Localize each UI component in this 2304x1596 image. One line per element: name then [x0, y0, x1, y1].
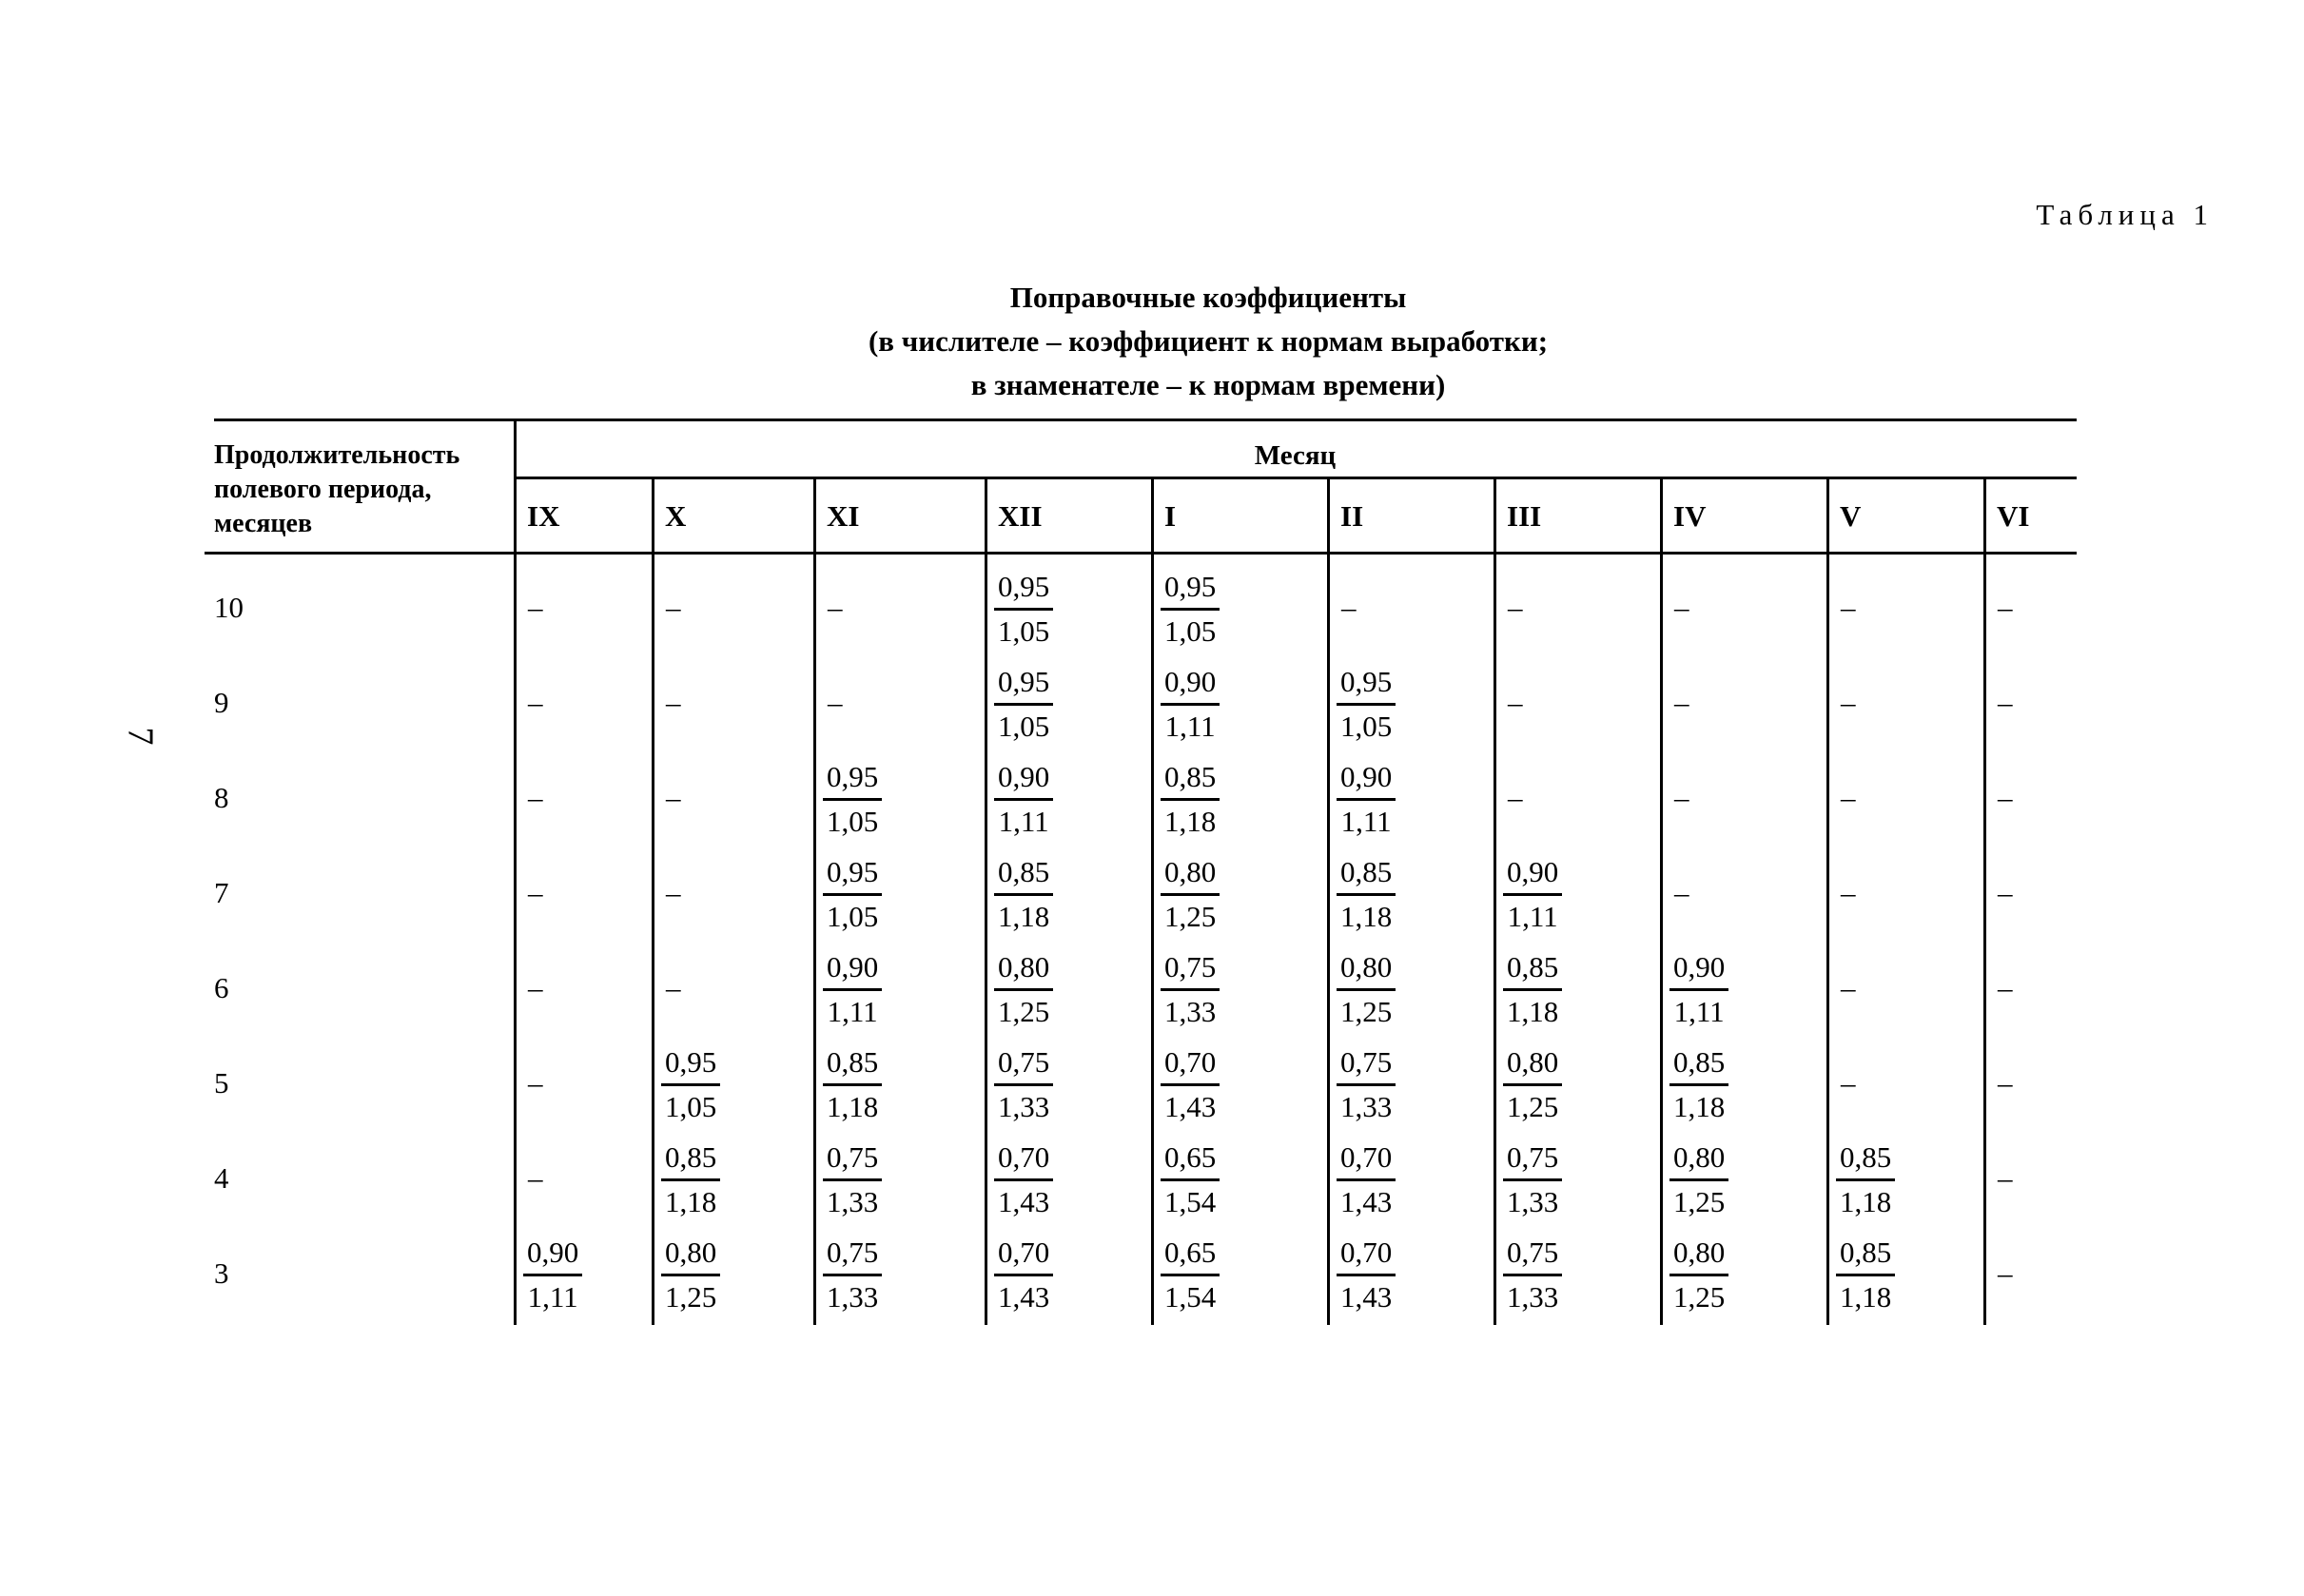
- output-coefficient: 0,85: [1161, 756, 1220, 801]
- month-divider: [985, 477, 987, 1325]
- coefficient-fraction: [1161, 756, 1220, 843]
- empty-dash: –: [666, 876, 681, 909]
- empty-dash: –: [1998, 971, 2013, 1004]
- empty-dash: –: [528, 876, 543, 909]
- output-coefficient: 0,80: [1337, 946, 1396, 991]
- output-coefficient: 0,85: [1503, 946, 1562, 991]
- time-coefficient: 1,11: [527, 1280, 578, 1314]
- empty-dash: –: [528, 781, 543, 814]
- empty-dash: –: [1508, 686, 1523, 719]
- month-divider: [1494, 477, 1496, 1325]
- time-coefficient: 1,05: [1164, 614, 1217, 648]
- time-coefficient: 1,05: [827, 805, 879, 838]
- output-coefficient: 0,75: [823, 1137, 882, 1181]
- empty-dash: –: [528, 1161, 543, 1195]
- empty-dash: –: [1998, 876, 2013, 909]
- empty-dash: –: [1341, 591, 1357, 624]
- output-coefficient: 0,90: [1161, 661, 1220, 706]
- coefficient-fraction: [1337, 661, 1396, 748]
- coefficient-fraction: [994, 1137, 1053, 1223]
- output-coefficient: 0,95: [823, 851, 882, 896]
- output-coefficient: 0,80: [1161, 851, 1220, 896]
- time-coefficient: 1,25: [998, 995, 1050, 1028]
- time-coefficient: 1,25: [1673, 1280, 1726, 1314]
- output-coefficient: 0,80: [1503, 1041, 1562, 1086]
- time-coefficient: 1,11: [1673, 995, 1725, 1028]
- coefficient-fraction: [994, 851, 1053, 938]
- coefficient-fraction: [1503, 1137, 1562, 1223]
- output-coefficient: 0,95: [994, 566, 1053, 611]
- row-duration-label: 3: [214, 1256, 229, 1290]
- time-coefficient: 1,33: [1164, 995, 1217, 1028]
- time-coefficient: 1,18: [1340, 900, 1393, 933]
- coefficient-fraction: [1337, 1041, 1396, 1128]
- empty-dash: –: [1841, 876, 1856, 909]
- row-duration-label: 8: [214, 781, 229, 814]
- output-coefficient: 0,80: [994, 946, 1053, 991]
- output-coefficient: 0,85: [823, 1041, 882, 1086]
- coefficient-fraction: [1337, 1232, 1396, 1318]
- empty-dash: –: [666, 781, 681, 814]
- empty-dash: –: [1998, 1066, 2013, 1100]
- output-coefficient: 0,80: [1669, 1137, 1728, 1181]
- empty-dash: –: [1998, 1161, 2013, 1195]
- time-coefficient: 1,43: [998, 1280, 1050, 1314]
- coefficient-fraction: [1836, 1137, 1895, 1223]
- output-coefficient: 0,70: [1337, 1137, 1396, 1181]
- time-coefficient: 1,11: [827, 995, 878, 1028]
- month-header-xii: XII: [998, 499, 1043, 533]
- output-coefficient: 0,65: [1161, 1137, 1220, 1181]
- coefficient-fraction: [823, 1041, 882, 1128]
- row-duration-label: 10: [214, 591, 244, 624]
- coefficient-fraction: [1669, 1041, 1728, 1128]
- output-coefficient: 0,75: [1503, 1232, 1562, 1276]
- output-coefficient: 0,85: [994, 851, 1053, 896]
- output-coefficient: 0,95: [1337, 661, 1396, 706]
- row-duration-label: 9: [214, 686, 229, 719]
- column-divider: [514, 421, 517, 1325]
- row-duration-label: 7: [214, 876, 229, 909]
- time-coefficient: 1,33: [1507, 1280, 1559, 1314]
- coefficient-fraction: [1503, 1232, 1562, 1318]
- coefficient-fraction: [994, 566, 1053, 652]
- coefficient-fraction: [661, 1232, 720, 1318]
- output-coefficient: 0,80: [661, 1232, 720, 1276]
- empty-dash: –: [528, 1066, 543, 1100]
- coefficient-fraction: [1669, 946, 1728, 1033]
- coefficient-fraction: [1337, 756, 1396, 843]
- output-coefficient: 0,90: [994, 756, 1053, 801]
- coefficient-fraction: [1161, 1041, 1220, 1128]
- duration-header-line: месяцев: [214, 509, 313, 538]
- output-coefficient: 0,70: [994, 1137, 1053, 1181]
- time-coefficient: 1,18: [998, 900, 1050, 933]
- time-coefficient: 1,11: [1164, 710, 1216, 743]
- time-coefficient: 1,25: [1164, 900, 1217, 933]
- time-coefficient: 1,11: [1340, 805, 1392, 838]
- header-divider: [514, 477, 2077, 479]
- coefficient-fraction: [1337, 1137, 1396, 1223]
- empty-dash: –: [828, 686, 843, 719]
- output-coefficient: 0,85: [1669, 1041, 1728, 1086]
- coefficient-fraction: [1503, 851, 1562, 938]
- output-coefficient: 0,70: [994, 1232, 1053, 1276]
- output-coefficient: 0,75: [1337, 1041, 1396, 1086]
- output-coefficient: 0,85: [1337, 851, 1396, 896]
- empty-dash: –: [1508, 591, 1523, 624]
- coefficient-fraction: [1161, 661, 1220, 748]
- time-coefficient: 1,05: [998, 710, 1050, 743]
- caption-line-2: (в числителе – коэффициент к нормам выработки;: [868, 324, 1549, 358]
- coefficient-fraction: [823, 851, 882, 938]
- caption-line-3: в знаменателе – к нормам времени): [970, 368, 1446, 401]
- month-header-i: I: [1164, 499, 1177, 533]
- time-coefficient: 1,43: [1164, 1090, 1217, 1123]
- month-divider: [1826, 477, 1829, 1325]
- time-coefficient: 1,43: [1340, 1185, 1393, 1218]
- month-header-ix: IX: [527, 499, 560, 533]
- output-coefficient: 0,95: [823, 756, 882, 801]
- coefficient-fraction: [994, 756, 1053, 843]
- empty-dash: –: [1674, 781, 1689, 814]
- coefficient-fraction: [523, 1232, 582, 1318]
- coefficient-fraction: [1337, 946, 1396, 1033]
- empty-dash: –: [1841, 781, 1856, 814]
- output-coefficient: 0,90: [1337, 756, 1396, 801]
- output-coefficient: 0,70: [1337, 1232, 1396, 1276]
- output-coefficient: 0,90: [523, 1232, 582, 1276]
- duration-header-line: полевого периода,: [214, 475, 432, 504]
- month-group-header: Месяц: [1254, 440, 1337, 471]
- time-coefficient: 1,18: [665, 1185, 717, 1218]
- empty-dash: –: [1674, 876, 1689, 909]
- output-coefficient: 0,95: [994, 661, 1053, 706]
- month-header-vi: VI: [1997, 499, 2030, 533]
- output-coefficient: 0,80: [1669, 1232, 1728, 1276]
- month-divider: [1327, 477, 1330, 1325]
- empty-dash: –: [1508, 781, 1523, 814]
- time-coefficient: 1,33: [827, 1185, 879, 1218]
- time-coefficient: 1,54: [1164, 1280, 1217, 1314]
- coefficient-fraction: [1161, 946, 1220, 1033]
- table-label: Таблица 1: [2036, 198, 2214, 231]
- output-coefficient: 0,65: [1161, 1232, 1220, 1276]
- time-coefficient: 1,54: [1164, 1185, 1217, 1218]
- time-coefficient: 1,33: [998, 1090, 1050, 1123]
- time-coefficient: 1,18: [827, 1090, 879, 1123]
- table-caption: [0, 276, 2304, 407]
- coefficient-fraction: [823, 1137, 882, 1223]
- month-header-v: V: [1840, 499, 1862, 533]
- empty-dash: –: [1841, 971, 1856, 1004]
- coefficient-fraction: [1161, 851, 1220, 938]
- coefficient-fraction: [1669, 1137, 1728, 1223]
- coefficient-fraction: [823, 946, 882, 1033]
- time-coefficient: 1,05: [665, 1090, 717, 1123]
- time-coefficient: 1,25: [1673, 1185, 1726, 1218]
- month-divider: [1660, 477, 1663, 1325]
- output-coefficient: 0,95: [1161, 566, 1220, 611]
- time-coefficient: 1,18: [1164, 805, 1217, 838]
- time-coefficient: 1,18: [1507, 995, 1559, 1028]
- time-coefficient: 1,25: [1507, 1090, 1559, 1123]
- empty-dash: –: [666, 971, 681, 1004]
- coefficient-fraction: [661, 1041, 720, 1128]
- coefficient-fraction: [994, 1041, 1053, 1128]
- time-coefficient: 1,05: [1340, 710, 1393, 743]
- output-coefficient: 0,70: [1161, 1041, 1220, 1086]
- time-coefficient: 1,43: [998, 1185, 1050, 1218]
- output-coefficient: 0,95: [661, 1041, 720, 1086]
- coefficient-fraction: [1161, 1137, 1220, 1223]
- empty-dash: –: [528, 591, 543, 624]
- empty-dash: –: [528, 686, 543, 719]
- empty-dash: –: [1998, 686, 2013, 719]
- empty-dash: –: [1841, 1066, 1856, 1100]
- month-divider: [1983, 477, 1986, 1325]
- empty-dash: –: [1998, 781, 2013, 814]
- time-coefficient: 1,11: [998, 805, 1049, 838]
- time-coefficient: 1,25: [665, 1280, 717, 1314]
- coefficient-fraction: [661, 1137, 720, 1223]
- empty-dash: –: [1998, 1256, 2013, 1290]
- caption-title: Поправочные коэффициенты: [1009, 281, 1407, 314]
- time-coefficient: 1,11: [1507, 900, 1558, 933]
- time-coefficient: 1,33: [1340, 1090, 1393, 1123]
- output-coefficient: 0,90: [823, 946, 882, 991]
- output-coefficient: 0,75: [994, 1041, 1053, 1086]
- coefficient-fraction: [1503, 946, 1562, 1033]
- time-coefficient: 1,43: [1340, 1280, 1393, 1314]
- month-header-iii: III: [1507, 499, 1542, 533]
- time-coefficient: 1,25: [1340, 995, 1393, 1028]
- time-coefficient: 1,18: [1673, 1090, 1726, 1123]
- output-coefficient: 0,75: [1161, 946, 1220, 991]
- coefficient-table: [214, 418, 2077, 1328]
- row-duration-label: 4: [214, 1161, 229, 1195]
- coefficient-fraction: [823, 1232, 882, 1318]
- coefficient-fraction: [1836, 1232, 1895, 1318]
- month-divider: [1151, 477, 1154, 1325]
- output-coefficient: 0,75: [823, 1232, 882, 1276]
- empty-dash: –: [828, 591, 843, 624]
- duration-header-line: Продолжительность: [214, 440, 460, 470]
- output-coefficient: 0,85: [1836, 1232, 1895, 1276]
- output-coefficient: 0,75: [1503, 1137, 1562, 1181]
- coefficient-fraction: [1503, 1041, 1562, 1128]
- row-duration-label: 6: [214, 971, 229, 1004]
- month-header-ii: II: [1340, 499, 1364, 533]
- coefficient-fraction: [994, 946, 1053, 1033]
- month-header-xi: XI: [827, 499, 860, 533]
- month-header-iv: IV: [1673, 499, 1707, 533]
- empty-dash: –: [528, 971, 543, 1004]
- time-coefficient: 1,33: [827, 1280, 879, 1314]
- row-duration-label: 5: [214, 1066, 229, 1100]
- month-header-x: X: [665, 499, 687, 533]
- output-coefficient: 0,90: [1669, 946, 1728, 991]
- coefficient-fraction: [994, 1232, 1053, 1318]
- month-divider: [652, 477, 654, 1325]
- coefficient-fraction: [1161, 1232, 1220, 1318]
- page-number: 7: [120, 727, 161, 746]
- empty-dash: –: [1674, 686, 1689, 719]
- output-coefficient: 0,85: [661, 1137, 720, 1181]
- time-coefficient: 1,18: [1840, 1185, 1892, 1218]
- output-coefficient: 0,85: [1836, 1137, 1895, 1181]
- empty-dash: –: [1841, 591, 1856, 624]
- coefficient-fraction: [1669, 1232, 1728, 1318]
- output-coefficient: 0,90: [1503, 851, 1562, 896]
- empty-dash: –: [666, 591, 681, 624]
- coefficient-fraction: [823, 756, 882, 843]
- coefficient-fraction: [994, 661, 1053, 748]
- empty-dash: –: [666, 686, 681, 719]
- header-bottom-rule: [205, 552, 2077, 555]
- empty-dash: –: [1841, 686, 1856, 719]
- coefficient-fraction: [1161, 566, 1220, 652]
- time-coefficient: 1,05: [998, 614, 1050, 648]
- time-coefficient: 1,18: [1840, 1280, 1892, 1314]
- time-coefficient: 1,05: [827, 900, 879, 933]
- coefficient-fraction: [1337, 851, 1396, 938]
- empty-dash: –: [1674, 591, 1689, 624]
- time-coefficient: 1,33: [1507, 1185, 1559, 1218]
- duration-column-header: [214, 438, 518, 541]
- month-divider: [813, 477, 816, 1325]
- empty-dash: –: [1998, 591, 2013, 624]
